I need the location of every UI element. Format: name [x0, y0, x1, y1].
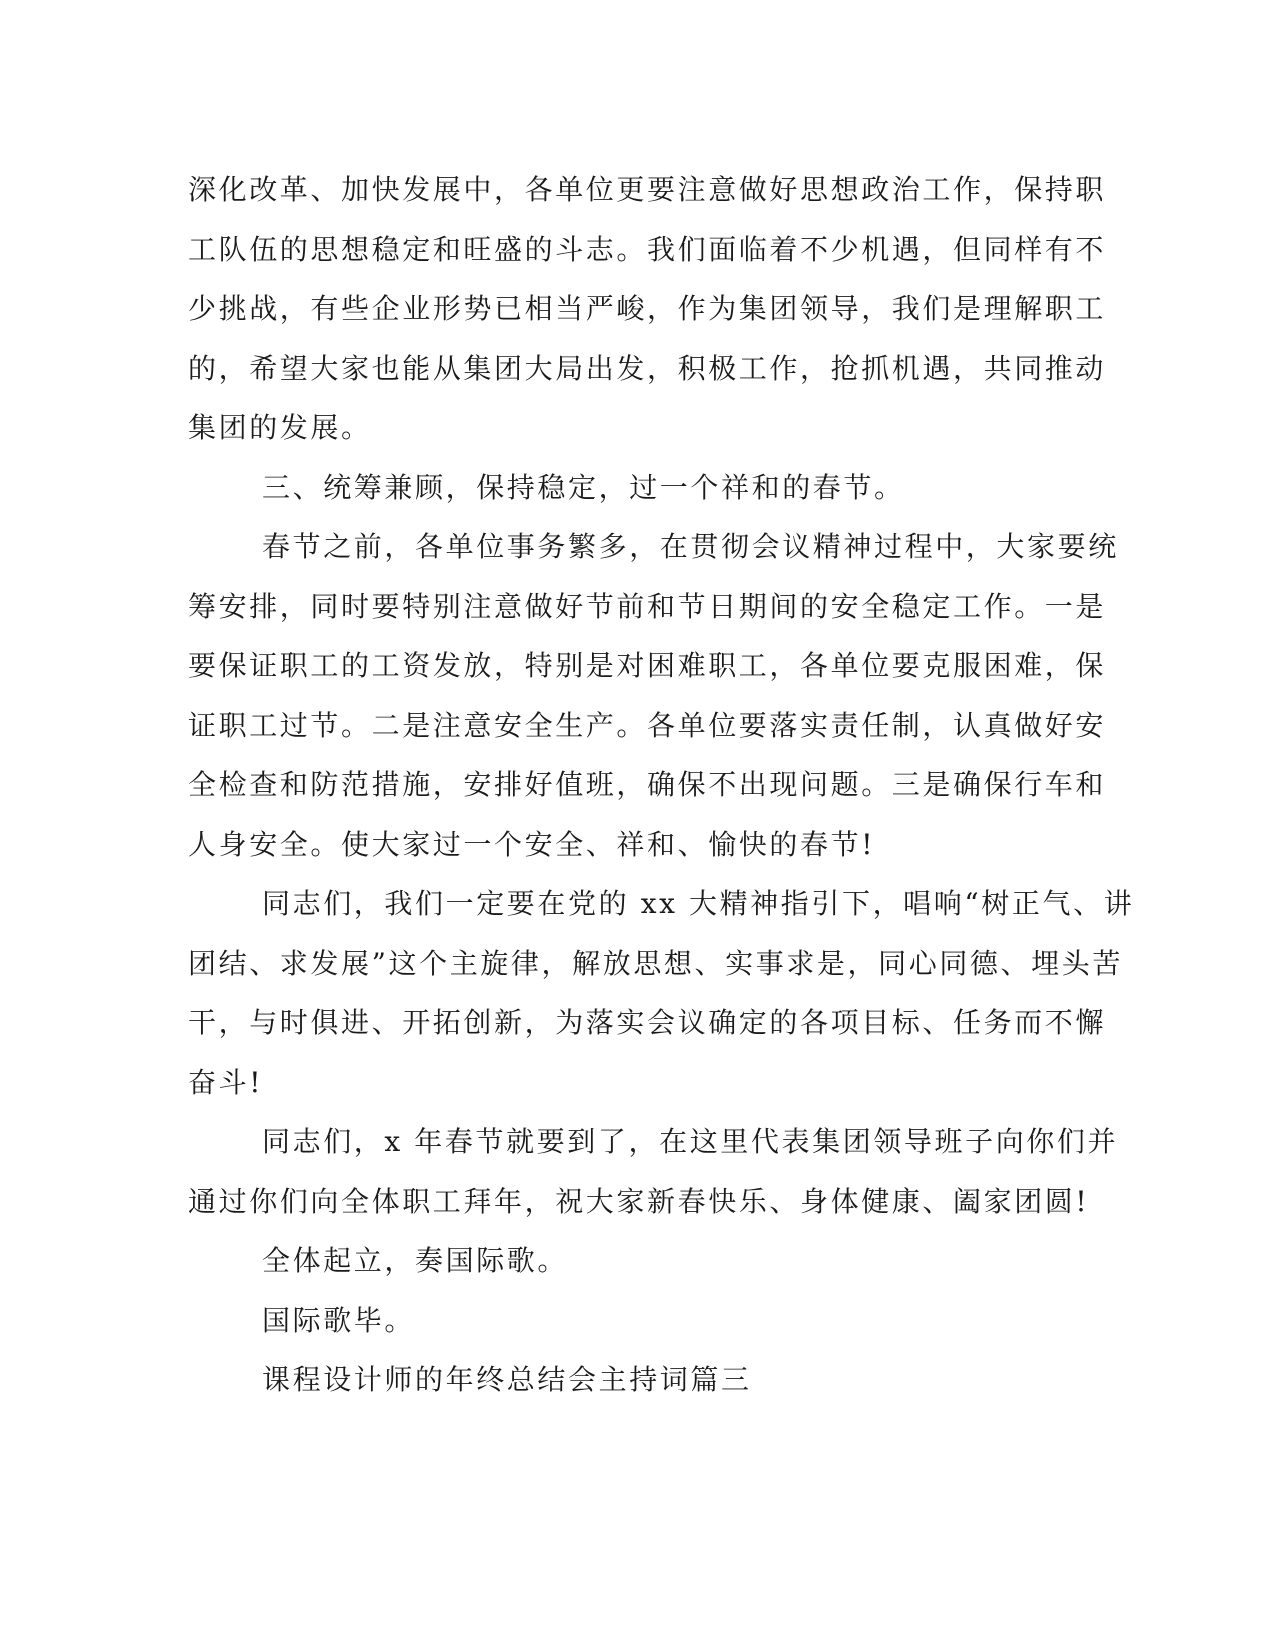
- text-line: 春节之前，各单位事务繁多，在贯彻会议精神过程中，大家要统: [262, 530, 1119, 563]
- text-line: 全检查和防范措施，安排好值班，确保不出现问题。三是确保行车和: [188, 768, 1107, 801]
- text-line: 干，与时俱进、开拓创新，为落实会议确定的各项目标、任务而不懈: [188, 1006, 1107, 1039]
- text-line: 集团的发展。: [188, 411, 372, 444]
- text-line: 奋斗!: [188, 1065, 264, 1099]
- text-line: 同志们，x 年春节就要到了，在这里代表集团领导班子向你们并: [262, 1125, 1119, 1158]
- text-line: 工队伍的思想稳定和旺盛的斗志。我们面临着不少机遇，但同样有不: [188, 232, 1107, 266]
- document-body: [188, 160, 1135, 1410]
- text-line: 少挑战，有些企业形势已相当严峻，作为集团领导，我们是理解职工: [188, 292, 1107, 325]
- text-line: 国际歌毕。: [262, 1303, 416, 1337]
- text-line: 团结、求发展”这个主旋律，解放思想、实事求是，同心同德、埋头苦: [188, 946, 1123, 980]
- text-line: 全体起立，奏国际歌。: [262, 1244, 569, 1277]
- text-line: 通过你们向全体职工拜年，祝大家新春快乐、身体健康、阖家团圆!: [188, 1184, 1090, 1218]
- text-line: 同志们，我们一定要在党的 xx 大精神指引下，唱响“树正气、讲: [262, 887, 1135, 920]
- text-line: 筹安排，同时要特别注意做好节前和节日期间的安全稳定工作。一是: [188, 589, 1107, 623]
- text-line: 的，希望大家也能从集团大局出发，积极工作，抢抓机遇，共同推动: [188, 351, 1107, 385]
- section-heading: 三、统筹兼顾，保持稳定，过一个祥和的春节。: [262, 470, 905, 504]
- text-line: 要保证职工的工资发放，特别是对困难职工，各单位要克服困难，保: [188, 649, 1107, 682]
- section-title: 课程设计师的年终总结会主持词篇三: [262, 1363, 752, 1396]
- text-line: 深化改革、加快发展中，各单位更要注意做好思想政治工作，保持职: [188, 173, 1107, 206]
- text-line: 证职工过节。二是注意安全生产。各单位要落实责任制，认真做好安: [188, 708, 1107, 742]
- text-line: 人身安全。使大家过一个安全、祥和、愉快的春节!: [188, 827, 876, 861]
